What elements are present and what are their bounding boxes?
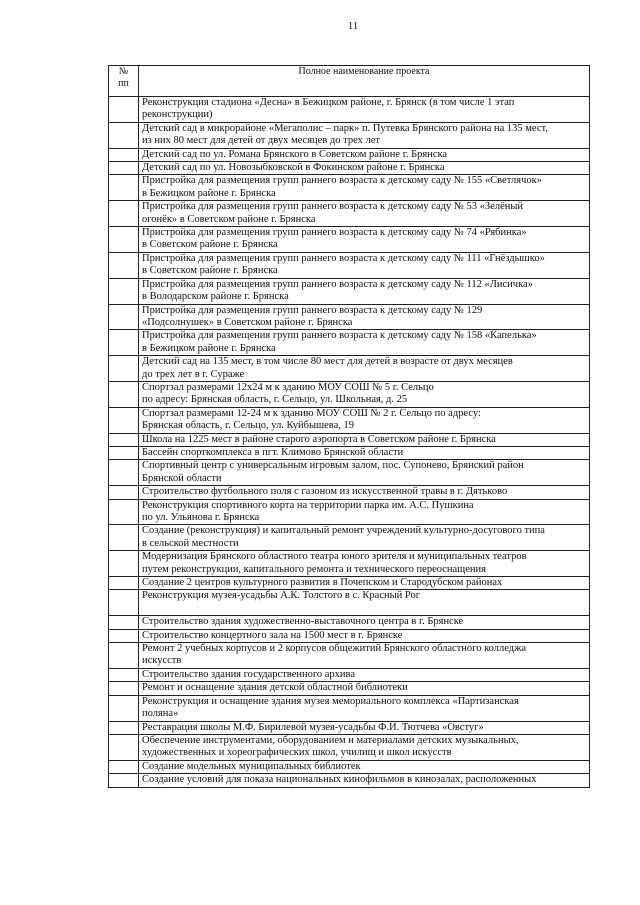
table-body	[109, 97, 590, 788]
table-row	[109, 162, 590, 175]
project-name-line: в Советском районе г. Брянска	[142, 265, 278, 277]
project-name-line: Брянская область, г. Сельцо, ул. Куйбышева, 19	[142, 420, 355, 432]
row-number-cell	[109, 381, 139, 407]
project-name-cell	[139, 734, 590, 760]
project-name-cell	[139, 330, 590, 356]
project-name-line: Детский сад по ул. Романа Брянского в Советском районе г. Брянска	[142, 148, 448, 160]
project-name-line: Детский сад по ул. Новозыбковской в Фокинском районе г. Брянска	[142, 162, 445, 174]
row-number-cell	[109, 148, 139, 161]
row-number-cell	[109, 330, 139, 356]
table-row	[109, 330, 590, 356]
table-row	[109, 97, 590, 123]
project-name-line	[142, 603, 586, 615]
project-name-line: в Советском районе г. Брянска	[142, 239, 278, 251]
project-name-cell	[139, 643, 590, 669]
project-name-line: путем реконструкции, капитального ремонта и технического переоснащения	[142, 563, 486, 575]
project-name-cell	[139, 433, 590, 446]
project-name-line: огонёк» в Советском районе г. Брянска	[142, 213, 316, 225]
project-name-line: Строительство футбольного поля с газоном из искусственной травы в г. Дятьково	[142, 486, 508, 498]
project-name-line: Пристройка для размещения групп раннего возраста к детскому саду № 74 «Рябинка»	[142, 227, 527, 239]
row-number-cell	[109, 407, 139, 433]
project-name-cell	[139, 201, 590, 227]
project-name-line: Спортзал размерами 12х24 м к зданию МОУ СОШ № 5 г. Сельцо	[142, 381, 434, 393]
table-row	[109, 201, 590, 227]
row-number-cell	[109, 227, 139, 253]
project-name-line: Создание модельных муниципальных библиотек	[142, 760, 361, 772]
table-row	[109, 616, 590, 629]
project-name-line: Брянской области	[142, 472, 222, 484]
project-name-cell	[139, 460, 590, 486]
row-number-cell	[109, 446, 139, 459]
project-name-line: в Бежицком районе г. Брянска	[142, 342, 276, 354]
table-row	[109, 460, 590, 486]
project-name-line: Создание условий для показа национальных кинофильмов в кинозалах, расположенных	[142, 774, 537, 786]
table-row	[109, 551, 590, 577]
table-row	[109, 122, 590, 148]
row-number-cell	[109, 356, 139, 382]
row-number-cell	[109, 682, 139, 695]
project-name-line: Пристройка для размещения групп раннего возраста к детскому саду № 53 «Зелёный	[142, 201, 524, 213]
project-name-cell	[139, 446, 590, 459]
row-number-cell	[109, 252, 139, 278]
table-row	[109, 175, 590, 201]
table-row	[109, 499, 590, 525]
project-name-line: Реконструкция музея-усадьбы А.К. Толстого в с. Красный Рог	[142, 590, 421, 602]
project-name-cell	[139, 381, 590, 407]
project-name-line: Реставрация школы М.Ф. Бирилевой музея-усадьбы Ф.И. Тютчева «Овстуг»	[142, 721, 484, 733]
project-name-cell	[139, 668, 590, 681]
project-name-line: Реконструкция и оснащение здания музея мемориального комплекса «Партизанская	[142, 695, 519, 707]
table-row	[109, 433, 590, 446]
table-header-row	[109, 66, 590, 97]
row-number-cell	[109, 668, 139, 681]
project-name-line: Пристройка для размещения групп раннего возраста к детскому саду № 112 «Лисичка»	[142, 278, 533, 290]
table-row	[109, 227, 590, 253]
projects-table	[108, 65, 590, 788]
project-name-line: поляна»	[142, 708, 179, 720]
project-name-cell	[139, 721, 590, 734]
table-row	[109, 695, 590, 721]
project-name-line: искусств	[142, 655, 182, 667]
project-name-line: в Володарском районе г. Брянска	[142, 291, 289, 303]
table-row	[109, 668, 590, 681]
row-number-cell	[109, 616, 139, 629]
row-number-cell	[109, 525, 139, 551]
project-name-cell	[139, 577, 590, 590]
project-name-cell	[139, 356, 590, 382]
project-name-line: Спортивный центр с универсальным игровым залом, пос. Супонево, Брянский район	[142, 460, 524, 472]
project-name-cell	[139, 227, 590, 253]
project-name-line: Реконструкция стадиона «Десна» в Бежицком районе, г. Брянск (в том числе 1 этап	[142, 97, 515, 108]
project-name-line: Спортзал размерами 12-24 м к зданию МОУ СОШ № 2 г. Сельцо по адресу:	[142, 407, 481, 419]
project-name-cell	[139, 629, 590, 642]
row-number-cell	[109, 162, 139, 175]
project-name-line: Создание (реконструкция) и капитальный ремонт учреждений культурно-досугового типа	[142, 525, 545, 537]
table-row	[109, 381, 590, 407]
row-number-cell	[109, 774, 139, 787]
row-number-cell	[109, 551, 139, 577]
row-number-cell	[109, 643, 139, 669]
row-number-cell	[109, 460, 139, 486]
row-number-cell	[109, 278, 139, 304]
project-name-line: Обеспечение инструментами, оборудованием и материалами детских музыкальных,	[142, 734, 519, 746]
row-number-cell	[109, 201, 139, 227]
table-row	[109, 252, 590, 278]
header-project-name: Полное наименование проекта	[139, 66, 590, 97]
page-number: 11	[347, 20, 359, 32]
project-name-line: из них 80 мест для детей от двух месяцев до трех лет	[142, 135, 380, 147]
project-name-line: Пристройка для размещения групп раннего возраста к детскому саду № 155 «Светлячок»	[142, 175, 542, 187]
project-name-cell	[139, 682, 590, 695]
project-name-line: Школа на 1225 мест в районе старого аэропорта в Советском районе г. Брянска	[142, 433, 496, 445]
project-name-line: Пристройка для размещения групп раннего возраста к детскому саду № 158 «Капелька»	[142, 330, 537, 342]
table-row	[109, 760, 590, 773]
project-name-line: до трех лет в г. Сураже	[142, 368, 245, 380]
project-name-cell	[139, 304, 590, 330]
project-name-cell	[139, 162, 590, 175]
row-number-cell	[109, 629, 139, 642]
project-name-cell	[139, 774, 590, 787]
table-row	[109, 643, 590, 669]
table-row	[109, 278, 590, 304]
row-number-cell	[109, 577, 139, 590]
project-name-line: художественных и хореографических школ, училищ и школ искусств	[142, 747, 452, 759]
project-name-line: в Бежицком районе г. Брянска	[142, 187, 276, 199]
project-name-line: Создание 2 центров культурного развития в Почепском и Стародубском районах	[142, 577, 503, 589]
project-name-cell	[139, 407, 590, 433]
project-name-cell	[139, 252, 590, 278]
header-number-symbol: №	[118, 66, 129, 77]
table-row	[109, 356, 590, 382]
project-name-line: Реконструкция спортивного корта на территории парка им. А.С. Пушкина	[142, 499, 474, 511]
row-number-cell	[109, 721, 139, 734]
table-row	[109, 682, 590, 695]
project-name-line: по адресу: Брянская область, г. Сельцо, ул. Школьная, д. 25	[142, 394, 408, 406]
table-row	[109, 774, 590, 787]
project-name-cell	[139, 499, 590, 525]
project-name-cell	[139, 486, 590, 499]
table-row	[109, 304, 590, 330]
table-row	[109, 446, 590, 459]
project-name-line: Ремонт 2 учебных корпусов и 2 корпусов общежитий Брянского областного колледжа	[142, 643, 527, 655]
table-row	[109, 590, 590, 616]
table-row	[109, 577, 590, 590]
table-row	[109, 721, 590, 734]
header-number	[109, 66, 139, 97]
row-number-cell	[109, 433, 139, 446]
project-name-cell	[139, 695, 590, 721]
project-name-cell	[139, 551, 590, 577]
project-name-line: в сельской местности	[142, 537, 239, 549]
project-name-line: Строительство здания государственного архива	[142, 668, 356, 680]
project-name-line: Ремонт и оснащение здания детской областной библиотеки	[142, 682, 408, 694]
table-row	[109, 407, 590, 433]
project-name-line: Модернизация Брянского областного театра юного зрителя и муниципальных театров	[142, 551, 527, 563]
project-name-cell	[139, 148, 590, 161]
row-number-cell	[109, 590, 139, 616]
project-name-cell	[139, 590, 590, 616]
project-name-line: Пристройка для размещения групп раннего возраста к детскому саду № 111 «Гнёздышко»	[142, 252, 545, 264]
project-name-line: реконструкции)	[142, 109, 213, 121]
row-number-cell	[109, 734, 139, 760]
project-name-cell	[139, 760, 590, 773]
row-number-cell	[109, 175, 139, 201]
project-name-line: по ул. Ульянова г. Брянска	[142, 512, 260, 523]
row-number-cell	[109, 97, 139, 123]
project-name-line: Бассейн спорткомплекса в пгт. Климово Брянской области	[142, 446, 404, 458]
table-row	[109, 148, 590, 161]
row-number-cell	[109, 304, 139, 330]
project-name-cell	[139, 122, 590, 148]
project-name-cell	[139, 97, 590, 123]
table-row	[109, 629, 590, 642]
project-name-cell	[139, 525, 590, 551]
table-row	[109, 525, 590, 551]
table-row	[109, 734, 590, 760]
row-number-cell	[109, 695, 139, 721]
row-number-cell	[109, 499, 139, 525]
project-name-line: Детский сад на 135 мест, в том числе 80 мест для детей в возрасте от двух месяцев	[142, 356, 513, 368]
project-name-cell	[139, 278, 590, 304]
project-name-line: Детский сад в микрорайоне «Мегаполис – парк» п. Путевка Брянского района на 135 мест,	[142, 122, 548, 134]
project-name-cell	[139, 616, 590, 629]
project-name-line: Строительство здания художественно-выставочного центра в г. Брянске	[142, 616, 464, 628]
project-name-cell	[139, 175, 590, 201]
header-number-pp: пп	[118, 78, 129, 90]
project-name-line: Пристройка для размещения групп раннего возраста к детскому саду № 129	[142, 304, 483, 316]
row-number-cell	[109, 122, 139, 148]
project-name-line: Строительство концертного зала на 1500 мест в г. Брянске	[142, 629, 403, 641]
row-number-cell	[109, 760, 139, 773]
table-row	[109, 486, 590, 499]
row-number-cell	[109, 486, 139, 499]
project-name-line: «Подсолнушек» в Советском районе г. Брянска	[142, 316, 353, 328]
